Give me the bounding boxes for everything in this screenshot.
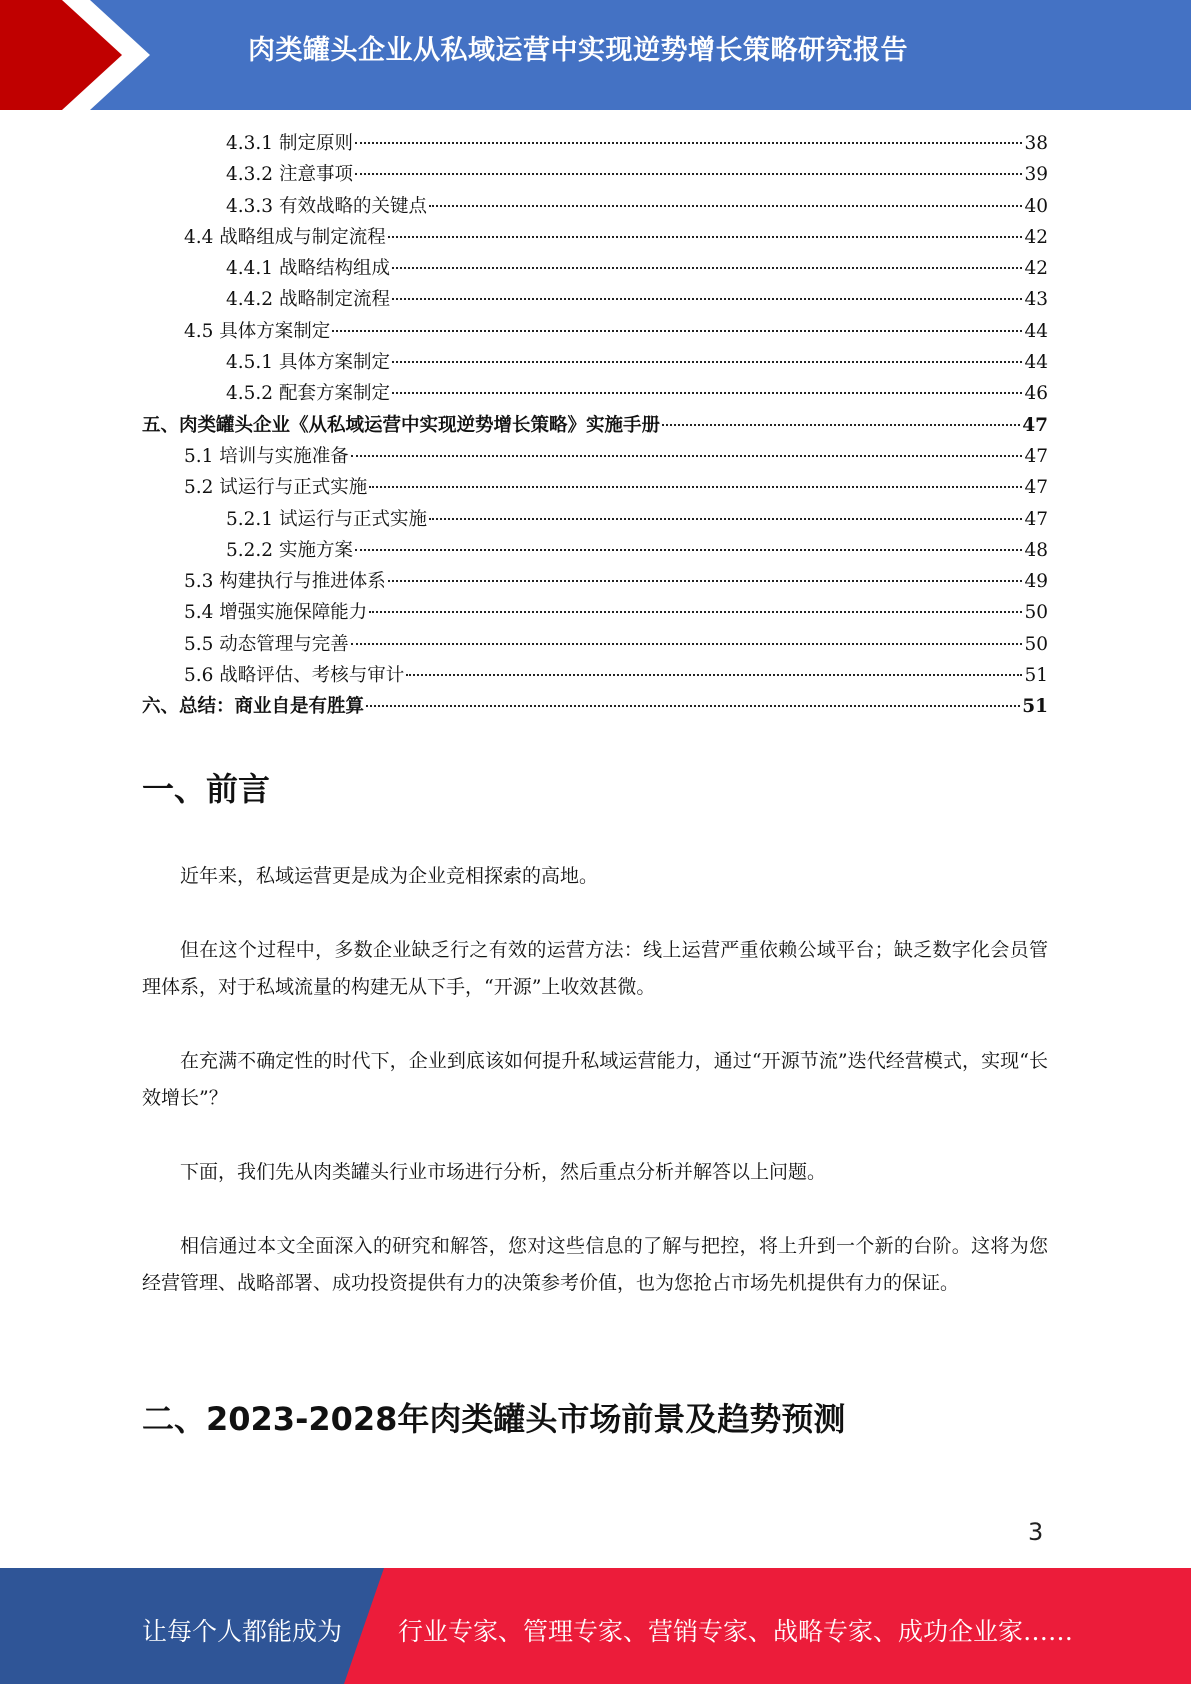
toc-dot-leader xyxy=(392,361,1022,363)
toc-entry[interactable] xyxy=(142,159,1048,190)
toc-dot-leader xyxy=(662,424,1020,426)
toc-entry-page: 47 xyxy=(1024,477,1048,499)
footer-banner xyxy=(0,1568,1191,1684)
toc-dot-leader xyxy=(355,142,1023,144)
header-banner xyxy=(0,0,1191,110)
toc-entry-label: 4.5 具体方案制定 xyxy=(184,320,331,342)
toc-entry[interactable] xyxy=(142,566,1048,597)
paragraph: 在充满不确定性的时代下，企业到底该如何提升私域运营能力，通过“开源节流”迭代经营模式，实现“长效增长”？ xyxy=(142,1050,1048,1109)
toc-entry-label: 5.5 动态管理与完善 xyxy=(184,633,349,655)
toc-entry[interactable] xyxy=(142,316,1048,347)
toc-entry-page: 49 xyxy=(1024,571,1048,593)
page-number: 3 xyxy=(1028,1518,1044,1546)
toc-entry-page: 47 xyxy=(1022,414,1048,436)
toc-entry-label: 5.6 战略评估、考核与审计 xyxy=(184,665,405,687)
toc-entry-page: 38 xyxy=(1024,133,1048,154)
toc-entry[interactable] xyxy=(142,472,1048,503)
toc-dot-leader xyxy=(392,267,1022,269)
toc-entry[interactable] xyxy=(142,253,1048,284)
toc-dot-leader xyxy=(355,173,1023,175)
toc-entry[interactable] xyxy=(142,378,1048,409)
toc-entry-label: 4.5.2 配套方案制定 xyxy=(226,383,390,405)
preface-body xyxy=(142,858,1048,1339)
paragraph: 近年来，私域运营更是成为企业竞相探索的高地。 xyxy=(180,865,599,887)
toc-entry-label: 4.5.1 具体方案制定 xyxy=(226,352,390,374)
toc-entry-label: 4.4 战略组成与制定流程 xyxy=(184,226,386,248)
header-arrow-decoration xyxy=(0,0,160,110)
toc-entry-page: 51 xyxy=(1024,665,1048,687)
toc-entry-label: 4.4.1 战略结构组成 xyxy=(226,258,390,280)
section-heading-preface: 一、前言 xyxy=(142,770,271,808)
toc-entry[interactable] xyxy=(142,660,1048,691)
toc-entry-page: 51 xyxy=(1022,696,1048,718)
toc-entry[interactable] xyxy=(142,691,1048,722)
toc-entry-page: 43 xyxy=(1024,289,1048,311)
table-of-contents xyxy=(142,128,1048,723)
toc-dot-leader xyxy=(388,236,1023,238)
toc-entry-label: 5.1 培训与实施准备 xyxy=(184,445,349,467)
toc-dot-leader xyxy=(392,392,1022,394)
toc-entry-page: 47 xyxy=(1024,508,1048,530)
toc-entry[interactable] xyxy=(142,504,1048,535)
toc-dot-leader xyxy=(388,580,1023,582)
paragraph: 下面，我们先从肉类罐头行业市场进行分析，然后重点分析并解答以上问题。 xyxy=(180,1161,827,1183)
section-heading-market-forecast: 二、2023-2028年肉类罐头市场前景及趋势预测 xyxy=(142,1400,846,1438)
toc-entry[interactable] xyxy=(142,128,1048,159)
toc-entry-label: 4.3.3 有效战略的关键点 xyxy=(226,195,427,217)
paragraph: 相信通过本文全面深入的研究和解答，您对这些信息的了解与把控，将上升到一个新的台阶。这将为您经营管理、战略部署、成功投资提供有力的决策参考价值，也为您抢占市场先机提供有力的保证。 xyxy=(142,1235,1048,1294)
toc-dot-leader xyxy=(429,205,1022,207)
footer-slogan-right: 行业专家、管理专家、营销专家、战略专家、成功企业家…… xyxy=(398,1617,1074,1646)
toc-entry-page: 50 xyxy=(1024,602,1048,624)
footer-slogan-left: 让每个人都能成为 xyxy=(142,1617,343,1646)
paragraph: 但在这个过程中，多数企业缺乏行之有效的运营方法：线上运营严重依赖公域平台；缺乏数字化会员管理体系，对于私域流量的构建无从下手，“开源”上收效甚微。 xyxy=(142,939,1048,998)
toc-entry-page: 50 xyxy=(1024,633,1048,655)
toc-dot-leader xyxy=(369,486,1022,488)
toc-entry[interactable] xyxy=(142,347,1048,378)
toc-dot-leader xyxy=(332,330,1022,332)
toc-entry-page: 44 xyxy=(1024,352,1048,374)
report-title: 肉类罐头企业从私域运营中实现逆势增长策略研究报告 xyxy=(248,35,908,66)
toc-entry-label: 4.3.2 注意事项 xyxy=(226,164,353,186)
toc-entry-label: 5.3 构建执行与推进体系 xyxy=(184,571,386,593)
toc-entry[interactable] xyxy=(142,222,1048,253)
toc-entry-label: 六、总结：商业自是有胜算 xyxy=(142,696,365,718)
toc-dot-leader xyxy=(369,611,1022,613)
toc-entry[interactable] xyxy=(142,629,1048,660)
toc-dot-leader xyxy=(392,298,1022,300)
toc-entry-page: 40 xyxy=(1024,195,1048,217)
toc-entry-label: 5.2.1 试运行与正式实施 xyxy=(226,508,427,530)
toc-entry-label: 4.3.1 制定原则 xyxy=(226,133,353,154)
toc-entry-page: 47 xyxy=(1024,445,1048,467)
toc-entry[interactable] xyxy=(142,410,1048,441)
toc-entry-page: 44 xyxy=(1024,320,1048,342)
toc-entry-label: 5.4 增强实施保障能力 xyxy=(184,602,368,624)
toc-entry[interactable] xyxy=(142,597,1048,628)
toc-dot-leader xyxy=(429,518,1022,520)
toc-dot-leader xyxy=(366,705,1020,707)
toc-dot-leader xyxy=(351,643,1023,645)
toc-entry[interactable] xyxy=(142,284,1048,315)
toc-entry-page: 48 xyxy=(1024,539,1048,561)
toc-entry[interactable] xyxy=(142,441,1048,472)
toc-dot-leader xyxy=(351,455,1023,457)
toc-dot-leader xyxy=(355,549,1023,551)
toc-entry-label: 五、肉类罐头企业《从私域运营中实现逆势增长策略》实施手册 xyxy=(142,414,661,436)
toc-entry[interactable] xyxy=(142,191,1048,222)
toc-entry-page: 46 xyxy=(1024,383,1048,405)
toc-entry-page: 42 xyxy=(1024,258,1048,280)
toc-entry-page: 39 xyxy=(1024,164,1048,186)
toc-entry-page: 42 xyxy=(1024,226,1048,248)
toc-entry[interactable] xyxy=(142,535,1048,566)
toc-entry-label: 5.2 试运行与正式实施 xyxy=(184,477,368,499)
toc-entry-label: 4.4.2 战略制定流程 xyxy=(226,289,390,311)
toc-dot-leader xyxy=(406,674,1022,676)
toc-entry-label: 5.2.2 实施方案 xyxy=(226,539,353,561)
